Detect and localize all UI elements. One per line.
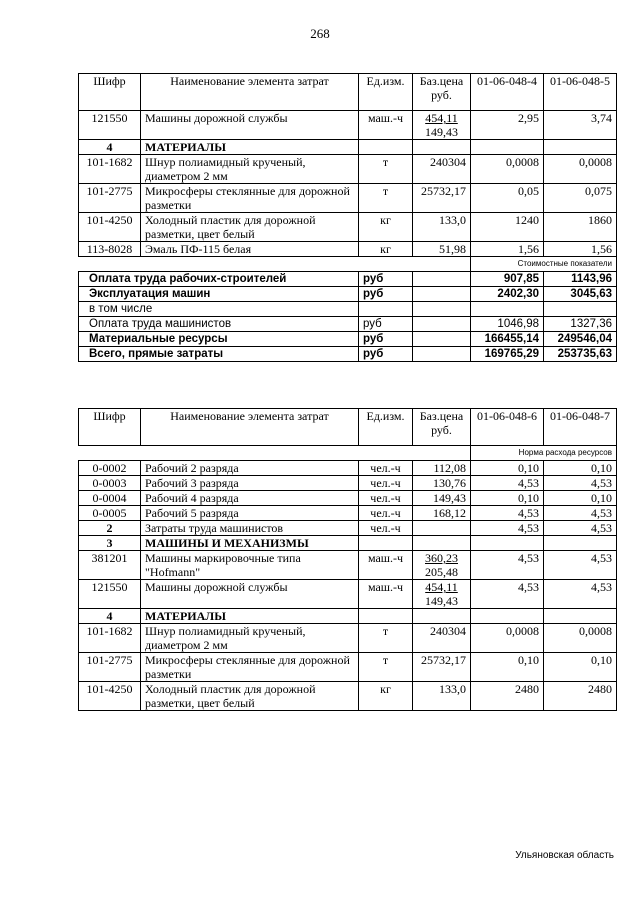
cell-name: Машины дорожной службы bbox=[141, 111, 359, 140]
summary-row bbox=[79, 272, 617, 287]
cell-code: 381201 bbox=[79, 551, 141, 580]
table-row bbox=[79, 506, 617, 521]
table-header-row bbox=[79, 74, 617, 111]
header-col-a: 01-06-048-6 bbox=[471, 409, 544, 446]
cell-value-a: 0,10 bbox=[471, 461, 544, 476]
section-number: 3 bbox=[79, 536, 141, 551]
cell-unit: т bbox=[359, 184, 413, 213]
section-row bbox=[79, 536, 617, 551]
table-row bbox=[79, 155, 617, 184]
cell-value-b: 4,53 bbox=[544, 551, 617, 580]
cell-value-b: 0,075 bbox=[544, 184, 617, 213]
summary-value-b: 249546,04 bbox=[544, 332, 617, 347]
cell-price: 168,12 bbox=[413, 506, 471, 521]
cell-unit: маш.-ч bbox=[359, 111, 413, 140]
cell-unit: маш.-ч bbox=[359, 551, 413, 580]
section-number: 4 bbox=[79, 140, 141, 155]
table-row bbox=[79, 624, 617, 653]
cell-code: 113-8028 bbox=[79, 242, 141, 257]
cell-code: 101-2775 bbox=[79, 653, 141, 682]
header-name: Наименование элемента затрат bbox=[141, 74, 359, 111]
summary-label: Оплата труда рабочих-строителей bbox=[79, 272, 359, 287]
cell-name: Рабочий 4 разряда bbox=[141, 491, 359, 506]
cell-value-b: 0,0008 bbox=[544, 624, 617, 653]
header-unit: Ед.изм. bbox=[359, 74, 413, 111]
table-row bbox=[79, 213, 617, 242]
cell-value-b: 0,0008 bbox=[544, 155, 617, 184]
table-row bbox=[79, 682, 617, 711]
cell-price: 149,43 bbox=[413, 491, 471, 506]
summary-value-a: 166455,14 bbox=[471, 332, 544, 347]
region-footer: Ульяновская область bbox=[515, 850, 614, 861]
cell-name: Машины дорожной службы bbox=[141, 580, 359, 609]
cell-code: 0-0002 bbox=[79, 461, 141, 476]
cell-code: 121550 bbox=[79, 580, 141, 609]
header-code: Шифр bbox=[79, 409, 141, 446]
header-col-b: 01-06-048-7 bbox=[544, 409, 617, 446]
section-title: МАТЕРИАЛЫ bbox=[141, 609, 359, 624]
cell-value-a: 0,0008 bbox=[471, 155, 544, 184]
cell-name: Затраты труда машинистов bbox=[141, 521, 359, 536]
summary-value-b: 253735,63 bbox=[544, 347, 617, 362]
section-title: МАШИНЫ И МЕХАНИЗМЫ bbox=[141, 536, 359, 551]
cell-unit: чел.-ч bbox=[359, 491, 413, 506]
header-col-a: 01-06-048-4 bbox=[471, 74, 544, 111]
cell-unit: т bbox=[359, 624, 413, 653]
summary-unit: руб bbox=[359, 287, 413, 302]
cell-value-a: 4,53 bbox=[471, 521, 544, 536]
cell-value-b: 4,53 bbox=[544, 506, 617, 521]
cell-price: 133,0 bbox=[413, 682, 471, 711]
summary-label: в том числе bbox=[79, 302, 359, 317]
price-bottom: 205,48 bbox=[425, 565, 458, 579]
cell-unit: кг bbox=[359, 213, 413, 242]
table-row bbox=[79, 580, 617, 609]
header-col-b: 01-06-048-5 bbox=[544, 74, 617, 111]
cell-name: Рабочий 3 разряда bbox=[141, 476, 359, 491]
cell-value-b: 4,53 bbox=[544, 476, 617, 491]
cell-name: Микросферы стеклянные для дорожной разметки bbox=[141, 653, 359, 682]
cell-price bbox=[413, 580, 471, 609]
cell-value-a: 0,0008 bbox=[471, 624, 544, 653]
table-row bbox=[79, 491, 617, 506]
cell-name: Холодный пластик для дорожной разметки, цвет белый bbox=[141, 213, 359, 242]
header-code: Шифр bbox=[79, 74, 141, 111]
cell-code: 101-1682 bbox=[79, 624, 141, 653]
header-name: Наименование элемента затрат bbox=[141, 409, 359, 446]
table-row bbox=[79, 184, 617, 213]
caption-row bbox=[79, 446, 617, 461]
summary-row bbox=[79, 302, 617, 317]
cell-code: 101-4250 bbox=[79, 682, 141, 711]
summary-value-a: 907,85 bbox=[471, 272, 544, 287]
summary-label: Оплата труда машинистов bbox=[79, 317, 359, 332]
cell-code: 101-1682 bbox=[79, 155, 141, 184]
summary-value-b: 1327,36 bbox=[544, 317, 617, 332]
cell-price: 25732,17 bbox=[413, 653, 471, 682]
summary-label: Материальные ресурсы bbox=[79, 332, 359, 347]
cell-value-b: 2480 bbox=[544, 682, 617, 711]
header-unit: Ед.изм. bbox=[359, 409, 413, 446]
summary-value-a: 169765,29 bbox=[471, 347, 544, 362]
cell-value-b: 0,10 bbox=[544, 491, 617, 506]
cell-value-b: 1,56 bbox=[544, 242, 617, 257]
cell-value-a: 1240 bbox=[471, 213, 544, 242]
cell-value-a: 1,56 bbox=[471, 242, 544, 257]
section-number: 2 bbox=[79, 521, 141, 536]
price-bottom: 149,43 bbox=[425, 594, 458, 608]
cell-code: 0-0003 bbox=[79, 476, 141, 491]
cell-value-b: 3,74 bbox=[544, 111, 617, 140]
cell-name: Микросферы стеклянные для дорожной разметки bbox=[141, 184, 359, 213]
operators-row bbox=[79, 521, 617, 536]
summary-value-a: 1046,98 bbox=[471, 317, 544, 332]
cell-value-a: 2480 bbox=[471, 682, 544, 711]
cell-value-a: 4,53 bbox=[471, 580, 544, 609]
header-price: Баз.цена руб. bbox=[413, 409, 471, 446]
summary-row bbox=[79, 287, 617, 302]
cell-unit: кг bbox=[359, 682, 413, 711]
cell-code: 121550 bbox=[79, 111, 141, 140]
cell-name: Рабочий 5 разряда bbox=[141, 506, 359, 521]
cost-caption: Стоимостные показатели bbox=[471, 257, 617, 272]
cell-unit: т bbox=[359, 653, 413, 682]
price-top: 454,11 bbox=[425, 111, 458, 125]
cell-value-a: 4,53 bbox=[471, 551, 544, 580]
cell-name: Эмаль ПФ-115 белая bbox=[141, 242, 359, 257]
cell-value-b: 4,53 bbox=[544, 580, 617, 609]
norm-caption: Норма расхода ресурсов bbox=[471, 446, 617, 461]
cell-price: 112,08 bbox=[413, 461, 471, 476]
cell-code: 101-4250 bbox=[79, 213, 141, 242]
cell-value-a: 4,53 bbox=[471, 506, 544, 521]
cell-code: 0-0005 bbox=[79, 506, 141, 521]
table-row bbox=[79, 653, 617, 682]
cell-unit: чел.-ч bbox=[359, 506, 413, 521]
cell-code: 101-2775 bbox=[79, 184, 141, 213]
cell-value-a: 2,95 bbox=[471, 111, 544, 140]
summary-unit: руб bbox=[359, 332, 413, 347]
section-number: 4 bbox=[79, 609, 141, 624]
cell-price: 130,76 bbox=[413, 476, 471, 491]
cell-value-b: 0,10 bbox=[544, 461, 617, 476]
cell-value-b: 0,10 bbox=[544, 653, 617, 682]
summary-unit: руб bbox=[359, 317, 413, 332]
cell-unit: маш.-ч bbox=[359, 580, 413, 609]
summary-unit: руб bbox=[359, 272, 413, 287]
cell-unit: чел.-ч bbox=[359, 461, 413, 476]
cell-name: Шнур полиамидный крученый, диаметром 2 мм bbox=[141, 155, 359, 184]
summary-label: Эксплуатация машин bbox=[79, 287, 359, 302]
resource-table-1 bbox=[78, 73, 617, 362]
summary-value-b: 1143,96 bbox=[544, 272, 617, 287]
cell-value-a: 4,53 bbox=[471, 476, 544, 491]
price-top: 454,11 bbox=[425, 580, 458, 594]
section-row bbox=[79, 140, 617, 155]
price-bottom: 149,43 bbox=[425, 125, 458, 139]
cell-value-a: 0,05 bbox=[471, 184, 544, 213]
cell-name: Рабочий 2 разряда bbox=[141, 461, 359, 476]
section-row bbox=[79, 609, 617, 624]
cell-value-a: 0,10 bbox=[471, 491, 544, 506]
summary-row bbox=[79, 332, 617, 347]
cell-price: 51,98 bbox=[413, 242, 471, 257]
summary-value-a: 2402,30 bbox=[471, 287, 544, 302]
cell-unit: кг bbox=[359, 242, 413, 257]
section-title: МАТЕРИАЛЫ bbox=[141, 140, 359, 155]
table-row bbox=[79, 476, 617, 491]
summary-value-b: 3045,63 bbox=[544, 287, 617, 302]
summary-label: Всего, прямые затраты bbox=[79, 347, 359, 362]
cell-unit: чел.-ч bbox=[359, 476, 413, 491]
cell-price bbox=[413, 551, 471, 580]
cell-code: 0-0004 bbox=[79, 491, 141, 506]
summary-unit: руб bbox=[359, 347, 413, 362]
cell-price: 240304 bbox=[413, 624, 471, 653]
cell-unit: чел.-ч bbox=[359, 521, 413, 536]
table-row bbox=[79, 551, 617, 580]
header-price: Баз.цена руб. bbox=[413, 74, 471, 111]
summary-row bbox=[79, 317, 617, 332]
table-header-row bbox=[79, 409, 617, 446]
cell-name: Шнур полиамидный крученый, диаметром 2 мм bbox=[141, 624, 359, 653]
cell-value-b: 4,53 bbox=[544, 521, 617, 536]
cell-unit: т bbox=[359, 155, 413, 184]
cell-value-b: 1860 bbox=[544, 213, 617, 242]
cell-price: 133,0 bbox=[413, 213, 471, 242]
page-number: 268 bbox=[310, 26, 330, 41]
table-row bbox=[79, 461, 617, 476]
resource-table-2 bbox=[78, 408, 617, 711]
cell-value-a: 0,10 bbox=[471, 653, 544, 682]
price-top: 360,23 bbox=[425, 551, 458, 565]
cell-price bbox=[413, 111, 471, 140]
caption-row bbox=[79, 257, 617, 272]
table-row bbox=[79, 242, 617, 257]
table-row bbox=[79, 111, 617, 140]
summary-row bbox=[79, 347, 617, 362]
cell-name: Машины маркировочные типа "Hofmann" bbox=[141, 551, 359, 580]
cell-name: Холодный пластик для дорожной разметки, цвет белый bbox=[141, 682, 359, 711]
cell-price: 240304 bbox=[413, 155, 471, 184]
cell-price: 25732,17 bbox=[413, 184, 471, 213]
